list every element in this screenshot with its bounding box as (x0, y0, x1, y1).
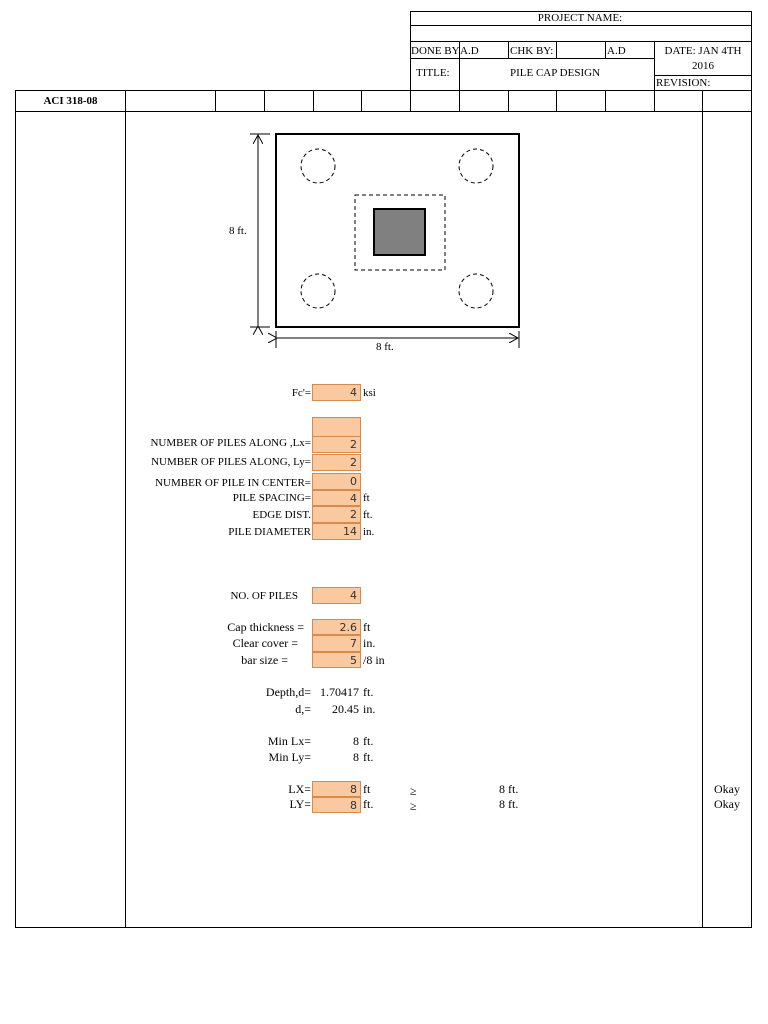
lx-unit: ft (363, 782, 371, 796)
piles-ly-label: NUMBER OF PILES ALONG, Ly= (151, 456, 311, 468)
min-ly-label: Min Ly= (268, 750, 311, 764)
clear-cover-label: Clear cover = (232, 636, 298, 650)
pile-dia-unit: in. (363, 526, 375, 538)
pile-center-label: NUMBER OF PILE IN CENTER= (155, 477, 311, 489)
revision-label: REVISION: (656, 77, 711, 89)
edge-dist-input[interactable]: 2 (312, 506, 361, 523)
chk-by-label: CHK BY: (510, 45, 554, 57)
bar-size-input[interactable]: 5 (312, 652, 361, 668)
clear-cover-input[interactable]: 7 (312, 635, 361, 652)
edge-dist-unit: ft. (363, 509, 373, 521)
ly-check-value: 8 ft. (499, 797, 519, 811)
title-label: TITLE: (416, 67, 450, 79)
d-label: d,= (295, 702, 311, 716)
ly-ge-symbol: ≥ (410, 799, 417, 813)
no-piles-label: NO. OF PILES (230, 590, 298, 602)
min-ly-value: 8 (353, 750, 359, 764)
min-lx-unit: ft. (363, 734, 374, 748)
min-ly-unit: ft. (363, 750, 374, 764)
title-value: PILE CAP DESIGN (509, 67, 601, 79)
pile-layout-input-block (312, 417, 361, 437)
cap-thickness-input[interactable]: 2.6 (312, 619, 361, 635)
lx-input[interactable]: 8 (312, 781, 361, 797)
piles-lx-label: NUMBER OF PILES ALONG ,Lx= (150, 437, 311, 449)
pile-spacing-label: PILE SPACING= (232, 492, 311, 504)
ly-unit: ft. (363, 797, 374, 811)
project-name-label: PROJECT NAME: (537, 12, 623, 24)
code-label: ACI 318-08 (43, 95, 98, 107)
done-by-label: DONE BY (411, 45, 460, 57)
clear-cover-unit: in. (363, 636, 376, 650)
lx-check-value: 8 ft. (499, 782, 519, 796)
bar-size-unit: /8 in (363, 653, 385, 667)
ly-status: Okay (714, 797, 740, 811)
pile-dia-input[interactable]: 14 (312, 523, 361, 540)
width-dimension-label: 8 ft. (376, 341, 394, 353)
d-value: 20.45 (332, 702, 359, 716)
chk-by-value: A.D (607, 45, 626, 57)
depth-value: 1.70417 (320, 685, 359, 699)
column (374, 209, 425, 255)
depth-unit: ft. (363, 685, 374, 699)
date-year: 2016 (692, 60, 714, 72)
pile-spacing-unit: ft (363, 492, 370, 504)
edge-dist-label: EDGE DIST. (252, 509, 311, 521)
lx-label: LX= (288, 782, 311, 796)
no-piles-value: 4 (312, 587, 361, 604)
lx-ge-symbol: ≥ (410, 784, 417, 798)
cap-thickness-label: Cap thickness = (227, 620, 304, 634)
done-by-value: A.D (460, 45, 479, 57)
height-dimension-label: 8 ft. (229, 225, 247, 237)
piles-ly-input[interactable]: 2 (312, 454, 361, 471)
fc-input[interactable]: 4 (312, 384, 361, 401)
bar-size-label: bar size = (241, 653, 288, 667)
d-unit: in. (363, 702, 376, 716)
pile-spacing-input[interactable]: 4 (312, 490, 361, 506)
cap-thickness-unit: ft (363, 620, 371, 634)
ly-label: LY= (289, 797, 311, 811)
date-label: DATE: JAN 4TH (664, 45, 742, 57)
fc-label: Fc'= (291, 387, 311, 399)
pile-center-input[interactable]: 0 (312, 473, 361, 490)
pile-cap-diagram (0, 0, 768, 380)
pile-dia-label: PILE DIAMETER (228, 526, 311, 538)
depth-label: Depth,d= (265, 685, 311, 699)
ly-input[interactable]: 8 (312, 797, 361, 813)
lx-status: Okay (714, 782, 740, 796)
min-lx-value: 8 (353, 734, 359, 748)
piles-lx-input[interactable]: 2 (312, 436, 361, 453)
min-lx-label: Min Lx= (267, 734, 311, 748)
fc-unit: ksi (363, 387, 376, 399)
